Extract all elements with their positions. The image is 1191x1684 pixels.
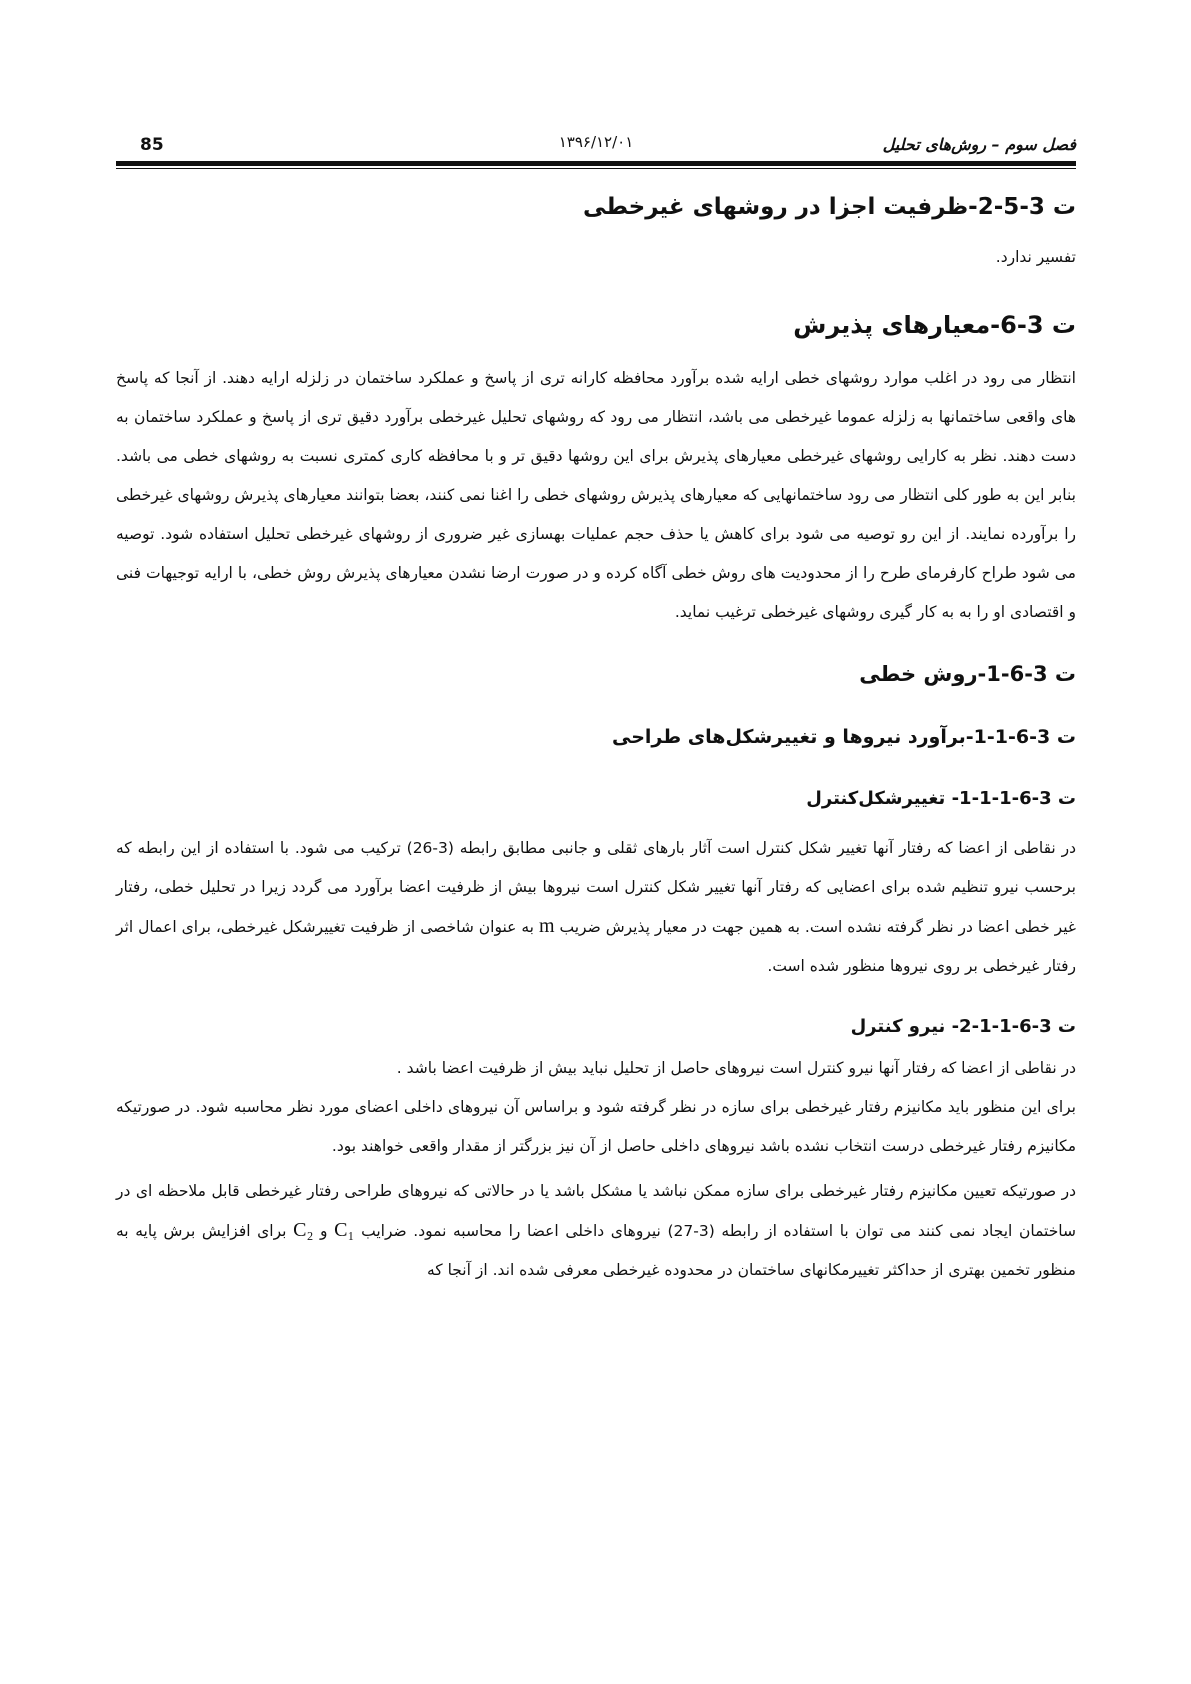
paragraph-force-controlled-3 [116,1172,1076,1290]
paragraph-force-controlled-2: برای این منظور باید مکانیزم رفتار غیرخطی برای سازه در نظر گرفته شود و براساس آن نیروهای داخلی اعضای مورد نظر محاسبه شود. در صورتیکه مکانیزم رفتار غیرخطی درست انتخاب نشده باشد نیروهای داخلی حاصل از آن نیز بزرگتر از مقدار واقعی خواهند بود. [116,1098,1076,1155]
paragraph-deformation-part1: در نقاطی از اعضا که رفتار آنها تغییر شکل کنترل است آثار بارهای ثقلی و جانبی مطابق رابطه (3-26) ترکیب می شود. با استفاده از این رابطه که برحسب نیرو تنظیم شده برای اعضایی که رفتار آنها تغییر شکل کنترل است نیروها بیش از ظرفیت اعضا برآورد می گردد زیرا در تحلیل خطی، رفتار غیر خطی اعضا در نظر گرفته نشده است. به همین جهت در معیار پذیرش ضریب [116,839,1076,936]
paragraph-acceptance-criteria: انتظار می رود در اغلب موارد روشهای خطی ارایه شده برآورد محافظه کارانه تری از پاسخ و عملکرد ساختمان در زلزله ارایه دهند. از آنجا که پاسخ های واقعی ساختمانها به زلزله عموما غیرخطی می باشد، انتظار می رود که روشهای تحلیل غیرخطی برآورد دقیق تری از پاسخ و عملکرد ساختمان به دست دهند. نظر به کارایی روشهای غیرخطی معیارهای پذیرش برای این روشها دقیق تر و با محافظه کاری کمتری نسبت به روشهای خطی می باشد. بنابر این به طور کلی انتظار می رود ساختمانهایی که معیارهای پذیرش روشهای خطی را اغنا نمی کنند، بعضا بتوانند معیارهای پذیرش روشهای غیرخطی را برآورده نمایند. از این رو توصیه می شود برای کاهش یا حذف حجم عملیات بهسازی غیر ضروری از روشهای غیرخطی تحلیل استفاده شود. توصیه می شود طراح کارفرمای طرح را از محدودیت های روش خطی آگاه کرده و در صورت ارضا نشدن معیارهای پذیرش روش خطی، با ارایه توجیهات فنی و اقتصادی او را به به کار گیری روشهای غیرخطی ترغیب نماید. [116,369,1076,621]
page-header [116,125,1076,161]
section-heading-3-6-1: ت 3-6-1-روش خطی [859,662,1076,686]
symbol-c2: C₂ [293,1219,314,1241]
header-rule-thin [116,168,1076,169]
section-heading-3-6-1-1-1: ت 3-6-1-1-1- تغییرشکل‌کنترل [806,788,1076,809]
section-heading-3-6: ت 3-6-معیارهای پذیرش [793,311,1076,339]
section-heading-3-5-2: ت 3-5-2-ظرفیت اجزا در روشهای غیرخطی [582,194,1076,220]
paragraph-force-3-part2: و [320,1222,328,1240]
section-heading-3-6-1-1: ت 3-6-1-1-برآورد نیروها و تغییرشکل‌های طراحی [611,726,1076,748]
paragraph-deformation-controlled [116,829,1076,986]
header-rule-thick [116,161,1076,166]
symbol-m: m [538,915,555,937]
page-number: 85 [140,135,164,155]
page-body [116,172,1076,1290]
symbol-c1: C₁ [334,1219,355,1241]
paragraph-force-3-part3: برای افزایش برش پایه به منظور تخمین بهتری از حداکثر تغییرمکانهای ساختمان در محدوده غیرخطی معرفی شده اند. از آنجا که [116,1222,1076,1279]
paragraph-deformation-part2: به عنوان شاخصی از ظرفیت تغییرشکل غیرخطی، برای اعمال اثر رفتار غیرخطی بر روی نیروها منظور شده است. [116,918,1076,975]
revision-date: ۱۳۹۶/۱۲/۰۱ [558,133,634,151]
section-heading-3-6-1-1-2: ت 3-6-1-1-2- نیرو کنترل [850,1016,1076,1037]
paragraph-force-3-part1: در صورتیکه تعیین مکانیزم رفتار غیرخطی برای سازه ممکن نباشد یا مشکل باشد یا در حالاتی که نیروهای طراحی رفتار غیرخطی قابل ملاحظه ای در ساختمان ایجاد نمی کنند می توان با استفاده از رابطه (3-27) نیروهای داخلی اعضا را محاسبه نمود. ضرایب [116,1182,1077,1240]
section-text-3-5-2: تفسیر ندارد. [995,248,1076,266]
chapter-title: فصل سوم – روش‌های تحلیل [882,135,1076,154]
paragraph-force-controlled-1: در نقاطی از اعضا که رفتار آنها نیرو کنترل است نیروهای حاصل از تحلیل نباید بیش از ظرفیت اعضا باشد . [396,1059,1076,1077]
